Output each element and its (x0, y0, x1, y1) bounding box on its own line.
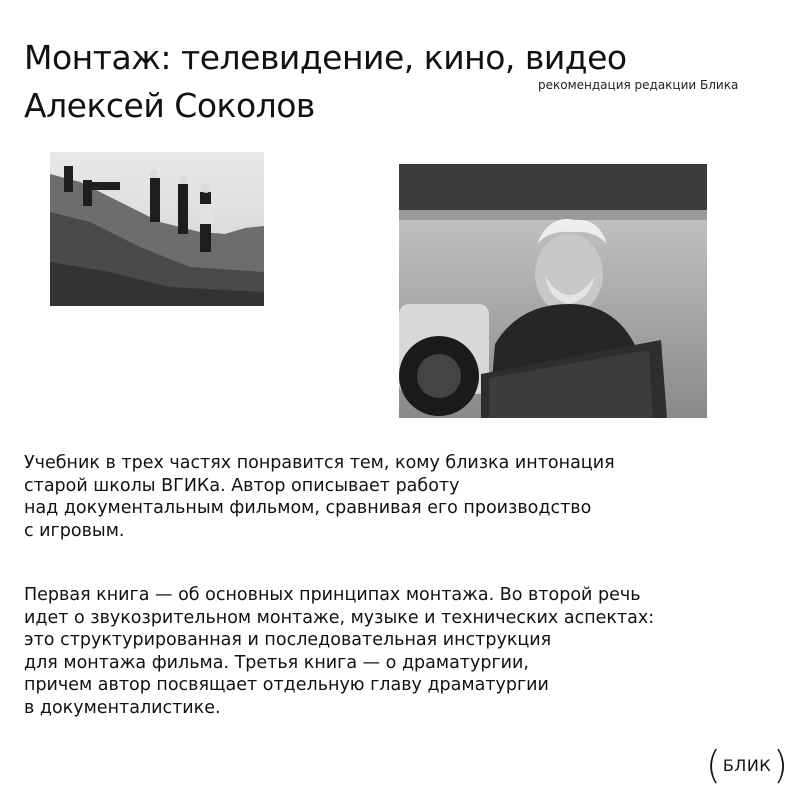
paragraph-intro (24, 452, 615, 542)
logo-paren-open: ( (706, 743, 721, 787)
blik-logo (706, 745, 788, 785)
logo-paren-close: ) (773, 743, 788, 787)
page-title (24, 34, 627, 130)
title-line-2: Алексей Соколов (24, 86, 315, 125)
text-line: в документалистике. (24, 697, 221, 718)
logo-text: БЛИК (722, 755, 772, 775)
text-line: для монтажа фильма. Третья книга — о драматургии, (24, 652, 529, 673)
text-line: старой школы ВГИКа. Автор описывает работу (24, 475, 460, 496)
text-line: Первая книга — об основных принципах монтажа. Во второй речь (24, 585, 641, 605)
paragraph-details (24, 584, 654, 719)
text-line: Учебник в трех частях понравится тем, кому близка интонация (24, 453, 615, 473)
photo-film-crew-on-hill (50, 152, 264, 306)
text-line: это структурированная и последовательная инструкция (24, 630, 552, 650)
recommendation-note: рекомендация редакции Блика (538, 78, 739, 92)
text-line: над документальным фильмом, сравнивая его производство (24, 498, 592, 518)
text-line: причем автор посвящает отдельную главу драматургии (24, 675, 549, 695)
text-line: с игровым. (24, 520, 125, 541)
title-line-1: Монтаж: телевидение, кино, видео (24, 38, 627, 77)
photo-director-with-camera (399, 164, 707, 418)
text-line: идет о звукозрительном монтаже, музыке и технических аспектах: (24, 607, 655, 628)
